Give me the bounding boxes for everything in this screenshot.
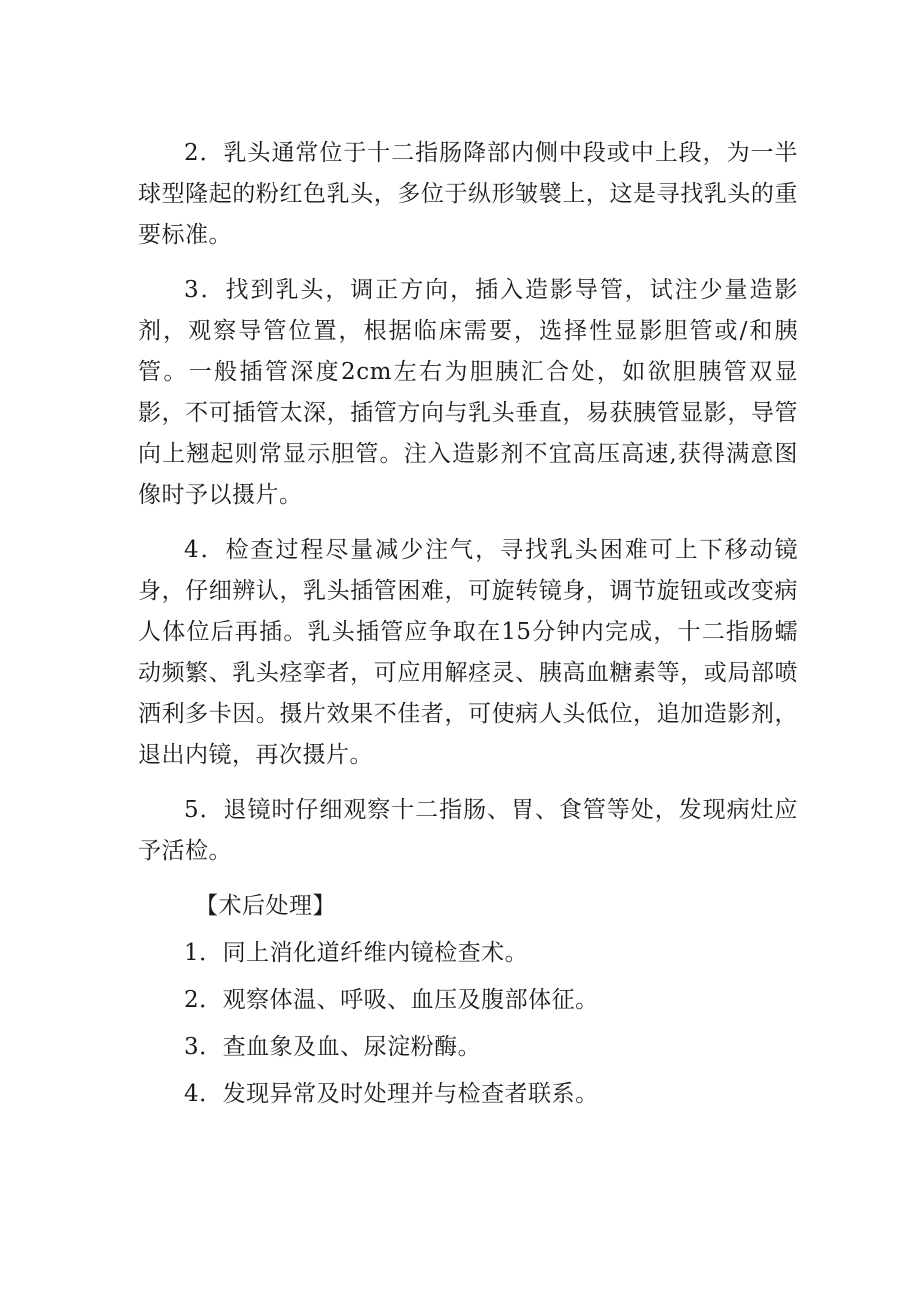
post-item-1: 1．同上消化道纤维内镜检查术。: [184, 940, 529, 966]
post-item-4: 4．发现异常及时处理并与检查者联系。: [184, 1081, 599, 1107]
paragraph-step-5: 5．退镜时仔细观察十二指肠、胃、食管等处，发现病灶应予活检。: [138, 797, 798, 864]
paragraph-step-2: 2．乳头通常位于十二指肠降部内侧中段或中上段，为一半球型隆起的粉红色乳头，多位于纵形皱襞上，这是寻找乳头的重要标准。: [138, 140, 798, 248]
section-heading-post-procedure: 【术后处理】: [195, 893, 336, 919]
paragraph-step-3: 3．找到乳头，调正方向，插入造影导管，试注少量造影剂，观察导管位置，根据临床需要，选择性显影胆管或/和胰管。一般插管深度2cm左右为胆胰汇合处，如欲胆胰管双显影，不可插管太深，插管方向与乳头垂直，易获胰管显影，导管向上翘起则常显示胆管。注入造影剂不宜高压高速,获得满意图像时予以摄片。: [138, 277, 798, 508]
paragraph-step-4: 4．检查过程尽量减少注气，寻找乳头困难可上下移动镜身，仔细辨认，乳头插管困难，可旋转镜身，调节旋钮或改变病人体位后再插。乳头插管应争取在15分钟内完成，十二指肠蠕动频繁、乳头痉挛者，可应用解痉灵、胰高血糖素等，或局部喷洒利多卡因。摄片效果不佳者，可使病人头低位，追加造影剂，退出内镜，再次摄片。: [138, 537, 798, 768]
post-item-2: 2．观察体温、呼吸、血压及腹部体征。: [184, 987, 599, 1013]
document-body: [138, 133, 798, 1121]
post-item-3: 3．查血象及血、尿淀粉酶。: [184, 1034, 482, 1060]
